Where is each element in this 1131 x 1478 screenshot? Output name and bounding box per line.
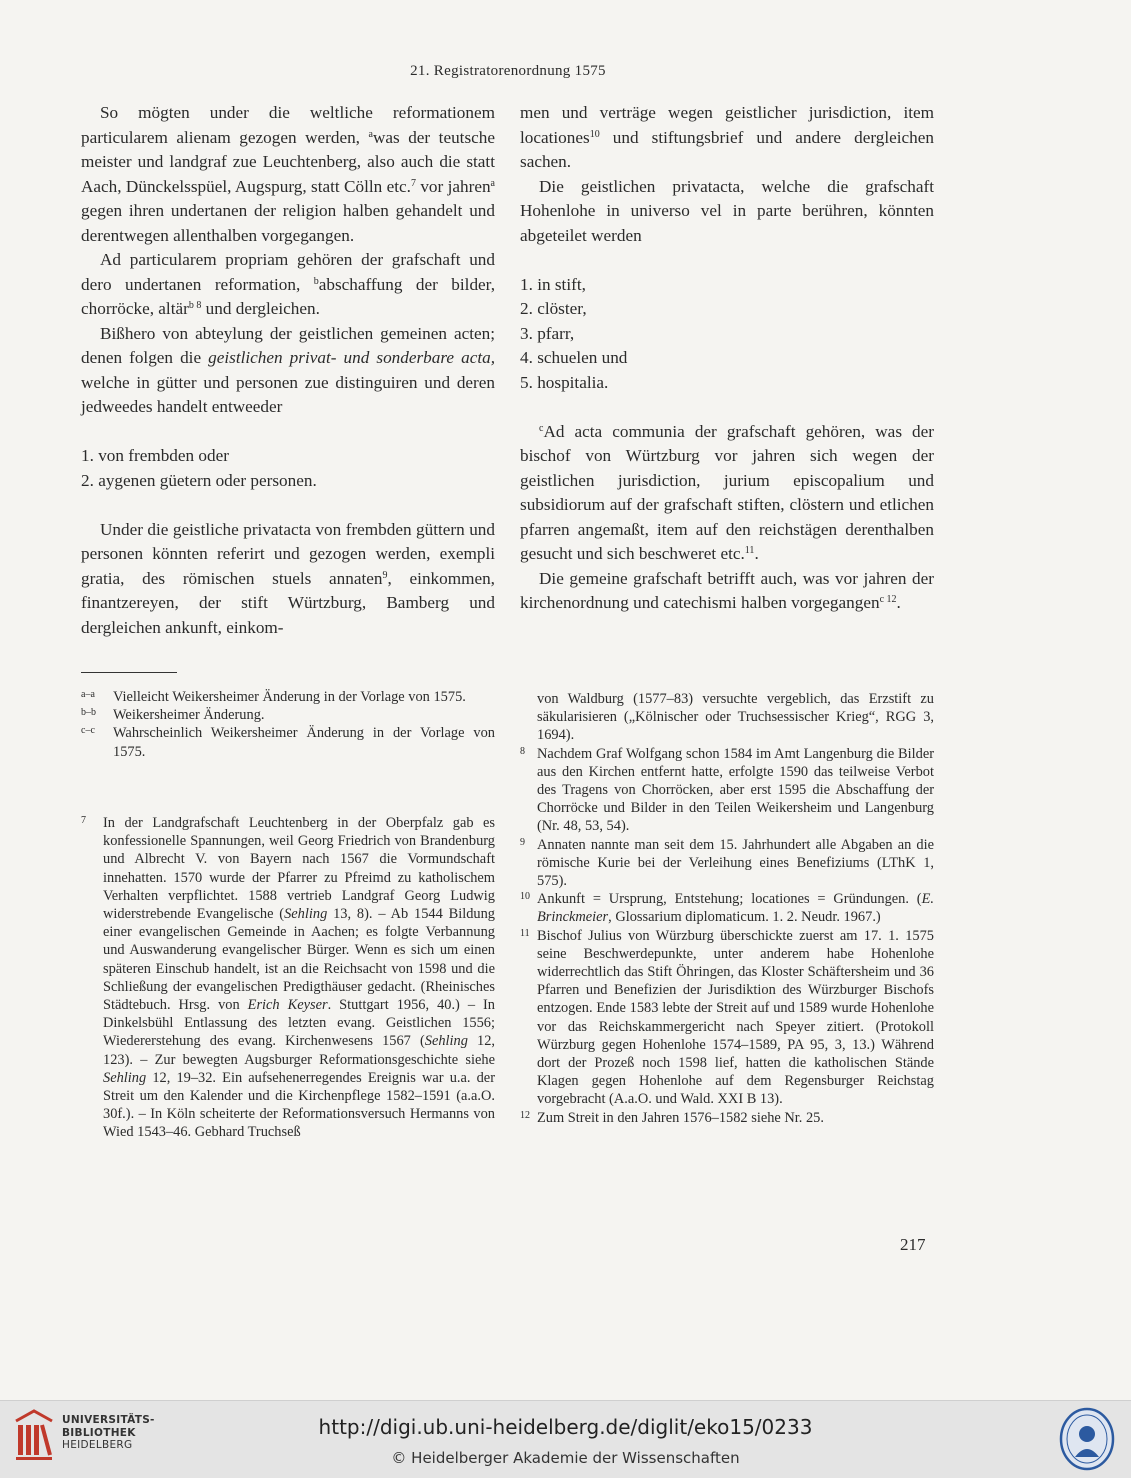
paragraph: Bißhero von abteylung der geistlichen gemeinen acten; denen folgen die geistlichen privat- und sonderbare acta, welche in gütter und personen zue distinguiren und deren jedweedes handelt entweeder xyxy=(81,323,495,416)
footnote-10: 10 Ankunft = Ursprung, Entstehung; locationes = Gründungen. (E. Brinckmeier, Glossarium diplomaticum. 1. 2. Neudr. 1967.) xyxy=(520,891,934,926)
permalink-url[interactable]: http://digi.ub.uni-heidelberg.de/diglit/eko15/0233 xyxy=(318,1415,813,1439)
list-item: 2. aygenen güetern oder personen. xyxy=(81,470,317,490)
academy-seal-icon[interactable] xyxy=(1059,1407,1115,1471)
footnotes-right xyxy=(520,690,934,1127)
left-column xyxy=(81,101,495,640)
paragraph: men und verträge wegen geistlicher jurisdiction, item locationes$^{10}$ und stiftungsbrief und andere dergleichen sachen. xyxy=(520,103,934,171)
list-item: 3. pfarr, xyxy=(520,323,575,343)
paragraph: $^c$Ad acta communia der grafschaft gehören, was der bischof von Würtzburg vor jahren sich wegen der geistlichen jurisdiction, jurium episcopalium und subsidiorum auf der grafschaft stiften, clöstern und etlichen pfarren angemaßt, item auf den reichstägen derenthalben gesucht und sich beschweret etc.$^{11}$. xyxy=(520,421,934,563)
list-item: 1. in stift, xyxy=(520,274,586,294)
paragraph: Ad particularem propriam gehören der grafschaft und dero undertanen reformation, $^b$abschaffung der bilder, chorröcke, altär$^{b 8}$ und dergleichen. xyxy=(81,250,495,318)
footnote-12: 12 Zum Streit in den Jahren 1576–1582 siehe Nr. 25. xyxy=(520,1109,824,1126)
textual-notes xyxy=(81,688,495,761)
paragraph: Die gemeine grafschaft betrifft auch, was vor jahren der kirchenordnung und catechismi halben vorgegangen$^{c 12}$. xyxy=(520,568,934,612)
list-item: 4. schuelen und xyxy=(520,348,628,367)
list-item: 2. clöster, xyxy=(520,299,587,318)
list-item: 1. von frembden oder xyxy=(81,446,229,465)
footnote: a–a Vielleicht Weikersheimer Änderung in der Vorlage von 1575. xyxy=(81,689,466,705)
footnote-8: 8 Nachdem Graf Wolfgang schon 1584 im Amt Langenburg die Bilder aus den Kirchen entfernt hatte, erfolgte 1590 das teilweise Verbot des Tragens von Chorröcken, aber erst 1595 die Abschaffung der Chorröcke und Bilder in den Teilen Weikersheim und Langenburg (Nr. 48, 53, 54). xyxy=(520,745,934,835)
running-header: 21. Registratorenordnung 1575 xyxy=(410,63,606,79)
footnote: c–c Wahrscheinlich Weikersheimer Änderung in der Vorlage von 1575. xyxy=(81,725,495,760)
footnote-7-continued: von Waldburg (1577–83) versuchte vergeblich, das Erzstift zu säkularisieren („Kölnischer oder Truchsessischer Krieg“, RGG 3, 1694). xyxy=(537,691,934,744)
copyright-notice: © Heidelberger Akademie der Wissenschaften xyxy=(391,1449,740,1467)
footnote: b–b Weikersheimer Änderung. xyxy=(81,707,265,724)
footnote-divider xyxy=(81,672,177,673)
paragraph: Die geistlichen privatacta, welche die grafschaft Hohenlohe in universo vel in parte berühren, könnten abgeteilet werden xyxy=(520,176,934,245)
page-number: 217 xyxy=(900,1235,926,1254)
footnote-11: 11 Bischof Julius von Würzburg überschickte zuerst am 17. 1. 1575 seine Beschwerdepunkte, unter anderem habe Hohenlohe widerrechtlich das Stift Öhringen, das Kloster Schäftersheim und 36 Pfarren und Benefizien der Jurisdiktion des Würzburger Bischofs entzogen. Ende 1583 lebte der Streit auf und 1589 wurde Hohenlohe vor das Reichskammergericht nach Speyer zitiert. (Protokoll Würzburg gegen Hohenlohe 1574–1589, PA 95, 3, 13.) Während dort der Prozeß noch 1598 lief, hatten die katholischen Stände Klagen gegen Hohenlohe auf dem Regensburger Reichstag vorgebracht (A.a.O. und Wald. XXI B 13). xyxy=(520,927,934,1108)
right-column xyxy=(520,101,934,616)
paragraph: So mögten under die weltliche reformationem particularem alienam gezogen werden, $^a$was der teutsche meister und landgraf zue Leuchtenberg, also auch die statt Aach, Dünckelsspüel, Augspurg, statt Cölln etc.$^7$ vor jahren$^a$ gegen ihren undertanen der religion halben gehandelt und derentwegen allenthalben vorgegangen. xyxy=(81,103,495,245)
paragraph: Under die geistliche privatacta von frembden güttern und personen könnten referirt und gezogen werden, exempli gratia, des römischen stuels annaten$^9$, einkommen, finantzereyen, der stift Würtzburg, Bamberg und dergleichen ankunft, einkom- xyxy=(81,519,495,637)
library-name[interactable]: UNIVERSITÄTS- BIBLIOTHEK HEIDELBERG xyxy=(62,1414,155,1451)
list-item: 5. hospitalia. xyxy=(520,372,609,392)
viewer-footer xyxy=(0,1400,1131,1478)
footnote-9: 9 Annaten nannte man seit dem 15. Jahrhundert alle Abgaben an die römische Kurie bei der Verleihung eines Benefiziums (LThK 1, 575). xyxy=(520,836,934,890)
footnote-7: 7 In der Landgrafschaft Leuchtenberg in der Oberpfalz gab es konfessionelle Spannungen, weil Georg Friedrich von Brandenburg und Albrecht V. von Bayern nach 1567 die Vormundschaft innehatten. 1570 wurde der Pfarrer zu Pfreimd zu katholischem Verhalten verpflichtet. 1588 vertrieb Landgraf Georg Ludwig widerstrebende Evangelische (Sehling 13, 8). – Ab 1544 Bildung einer evangelischen Gemeinde in Aachen; es folgte Verbannung und Auswanderung evangelischer Bürger. Wenn es sich um einen späteren Einschub handelt, ist an die Reichsacht von 1598 und die Schließung der evangelischen Predigthäuser gedacht. (Rheinisches Städtebuch. Hrsg. von Erich Keyser. Stuttgart 1956, 40.) – In Dinkelsbühl Entlassung des letzten evang. Geistlichen 1556; Wiedererstehung des evang. Kirchenwesens 1567 (Sehling 12, 123). – Zur bewegten Augsburger Reformationsgeschichte siehe Sehling 12, 19–32. Ein aufsehenerregendes Ereignis war u.a. der Streit um den Kalender und die Kirchenpflege 1582–1591 (a.a.O. 30f.). – In Köln scheiterte der Reformationsversuch Hermanns von Wied 1543–46. Gebhard Truchseß xyxy=(81,815,496,1141)
footnotes-left xyxy=(81,814,495,1142)
